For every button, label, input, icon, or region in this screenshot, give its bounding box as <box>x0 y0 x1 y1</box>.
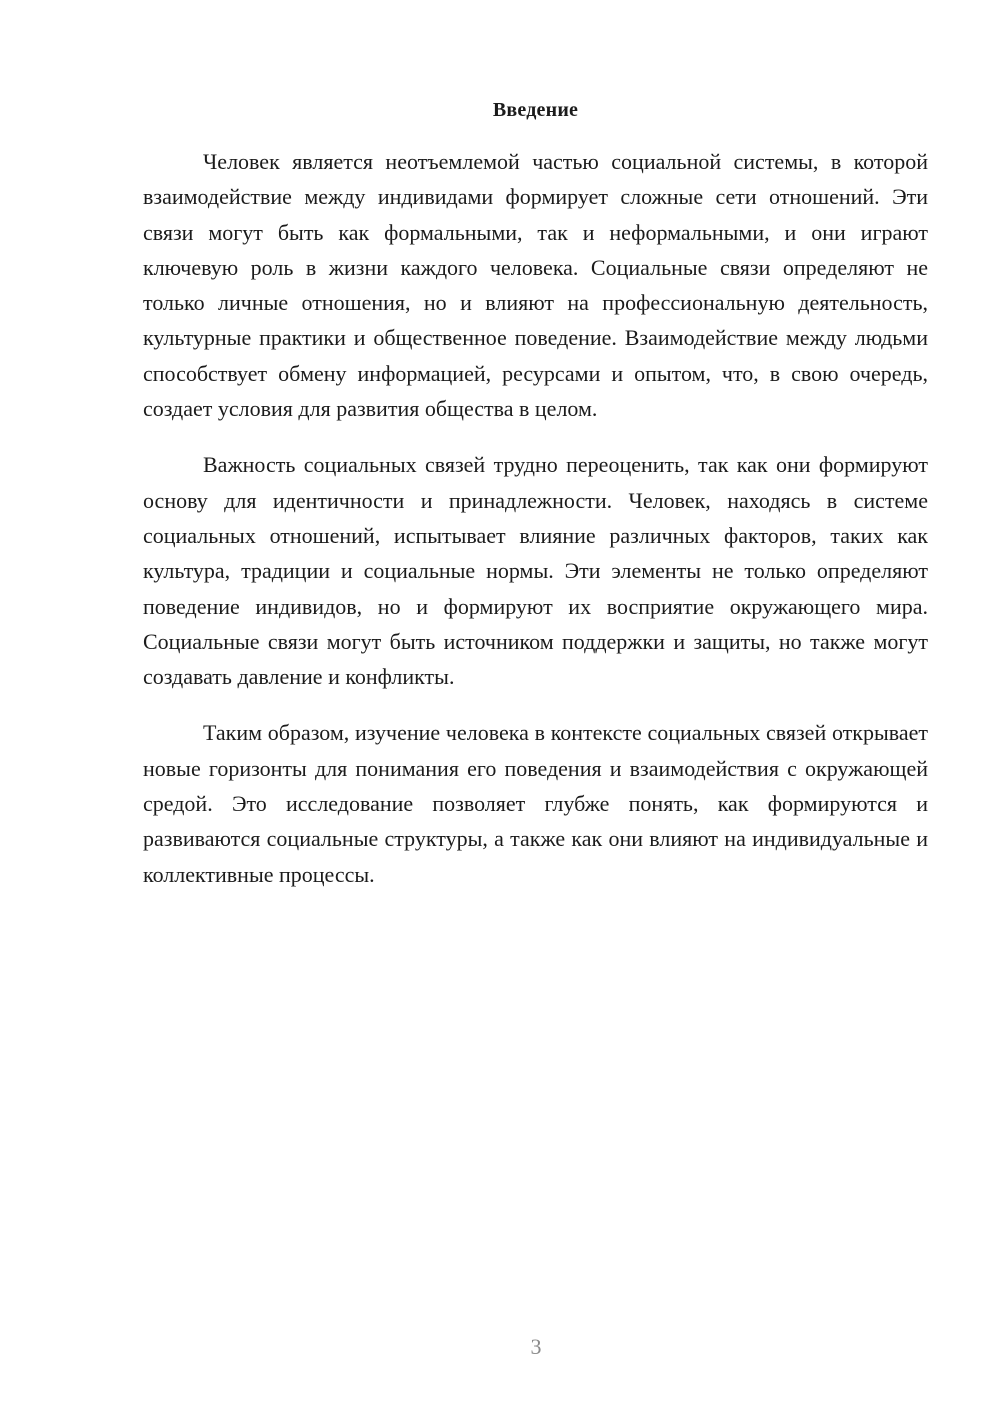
paragraph-2: Важность социальных связей трудно переоценить, так как они формируют основу для идентичности и принадлежности. Человек, находясь в системе социальных отношений, испытывает влияние различных факторов, таких как культура, традиции и социальные нормы. Эти элементы не только определяют поведение индивидов, но и формируют их восприятие окружающего мира. Социальные связи могут быть источником поддержки и защиты, но также могут создавать давление и конфликты. <box>143 452 928 690</box>
page-content <box>143 96 928 913</box>
paragraph-1: Человек является неотъемлемой частью социальной системы, в которой взаимодействие между индивидами формирует сложные сети отношений. Эти связи могут быть как формальными, так и неформальными, и они играют ключевую роль в жизни каждого человека. Социальные связи определяют не только личные отношения, но и влияют на профессиональную деятельность, культурные практики и общественное поведение. Взаимодействие между людьми способствует обмену информацией, ресурсами и опытом, что, в свою очередь, создает условия для развития общества в целом. <box>143 149 928 422</box>
page-number: 3 <box>530 1334 542 1359</box>
paragraph-3: Таким образом, изучение человека в контексте социальных связей открывает новые горизонты для понимания его поведения и взаимодействия с окружающей средой. Это исследование позволяет глубже понять, как формируются и развиваются социальные структуры, а также как они влияют на индивидуальные и коллективные процессы. <box>143 720 928 887</box>
section-title: Введение <box>492 99 579 121</box>
